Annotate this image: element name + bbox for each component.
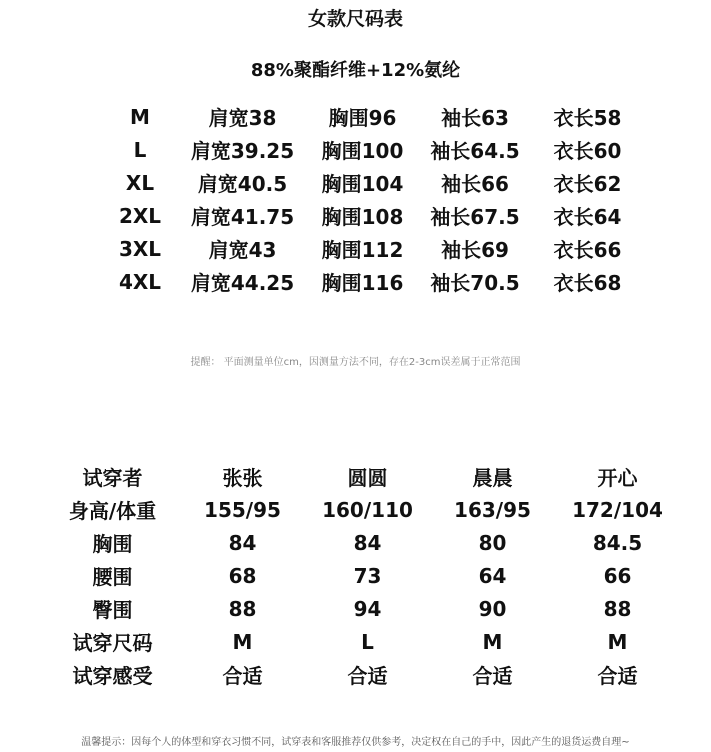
size-cell: 胸围116 [321,271,404,295]
size-cell: 衣长66 [553,238,622,262]
fitting-cell: 晨晨 [472,466,513,490]
fitting-cell: 90 [478,596,507,621]
fitting-cell: 88 [228,596,257,621]
size-cell: 3XL [118,236,162,261]
size-row [100,166,645,199]
size-cell: 衣长62 [553,172,622,196]
size-cell: M [130,104,150,129]
size-row [100,232,645,265]
fitting-cell: 84 [228,530,257,555]
size-cell: 衣长64 [553,205,622,229]
fitting-cell: 160/110 [322,497,413,522]
size-cell: 肩宽40.5 [197,172,288,196]
size-cell: 袖长67.5 [430,205,520,229]
size-row [100,133,645,166]
fitting-cell: 163/95 [454,497,531,522]
fitting-cell: 圆圆 [347,466,388,490]
size-cell: 袖长70.5 [430,271,520,295]
fitting-row [45,493,680,526]
fitting-cell: 172/104 [572,497,663,522]
size-row [100,100,645,133]
fitting-cell: 试穿感受 [72,664,153,688]
size-cell: 胸围108 [321,205,404,229]
size-row [100,199,645,232]
fitting-cell: 80 [478,530,507,555]
fitting-cell: 试穿尺码 [72,631,153,655]
size-row [100,265,645,298]
fitting-cell: M [482,629,503,654]
fitting-cell: 合适 [222,664,263,688]
size-cell: 衣长58 [553,106,622,130]
measurement-note: 提醒： 平面测量单位cm，因测量方法不同，存在2-3cm误差属于正常范围 [190,357,521,368]
fitting-row [45,460,680,493]
fitting-cell: 66 [603,563,632,588]
footer-tip: 温馨提示：因每个人的体型和穿衣习惯不同，试穿表和客服推荐仅供参考，决定权在自己的手中，因此产生的退货运费自理~ [81,737,630,748]
fitting-cell: 试穿者 [82,466,143,490]
size-cell: 袖长69 [441,238,509,262]
fabric-composition: 88%聚酯纤维+12%氨纶 [250,60,461,81]
size-cell: 肩宽41.75 [190,205,295,229]
fitting-cell: 张张 [222,466,263,490]
size-cell: 4XL [118,269,162,294]
size-cell: 胸围100 [321,139,404,163]
size-cell: 袖长64.5 [430,139,520,163]
page-title: 女款尺码表 [307,8,403,30]
size-cell: 肩宽43 [208,238,277,262]
fitting-row [45,658,680,691]
size-cell: 胸围112 [321,238,404,262]
fitting-cell: 64 [478,563,507,588]
fitting-row [45,526,680,559]
fitting-cell: 臀围 [92,598,133,622]
fitting-cell: 胸围 [92,532,133,556]
fitting-chart-table [45,460,680,691]
fitting-cell: 94 [353,596,382,621]
size-cell: 肩宽44.25 [190,271,295,295]
size-cell: XL [125,170,155,195]
fitting-cell: 开心 [597,466,638,490]
fitting-row [45,625,680,658]
fitting-cell: 腰围 [92,565,133,589]
fitting-cell: L [361,629,374,654]
fitting-cell: 68 [228,563,257,588]
fitting-cell: 合适 [347,664,388,688]
size-cell: 衣长60 [553,139,622,163]
size-cell: 袖长63 [441,106,509,130]
fitting-cell: M [232,629,253,654]
fitting-row [45,592,680,625]
size-cell: 袖长66 [441,172,509,196]
fitting-row [45,559,680,592]
size-cell: 胸围104 [321,172,404,196]
fitting-cell: 73 [353,563,382,588]
size-cell: 2XL [118,203,162,228]
fitting-cell: 88 [603,596,632,621]
size-cell: 肩宽39.25 [190,139,295,163]
fitting-cell: 155/95 [204,497,281,522]
fitting-cell: 84.5 [592,530,643,555]
size-cell: 肩宽38 [208,106,277,130]
size-cell: 胸围96 [328,106,397,130]
fitting-cell: 合适 [597,664,638,688]
fitting-cell: 84 [353,530,382,555]
fitting-cell: 身高/体重 [68,499,157,523]
size-cell: L [133,137,147,162]
size-chart-table [100,100,645,298]
size-cell: 衣长68 [553,271,622,295]
fitting-cell: 合适 [472,664,513,688]
fitting-cell: M [607,629,628,654]
